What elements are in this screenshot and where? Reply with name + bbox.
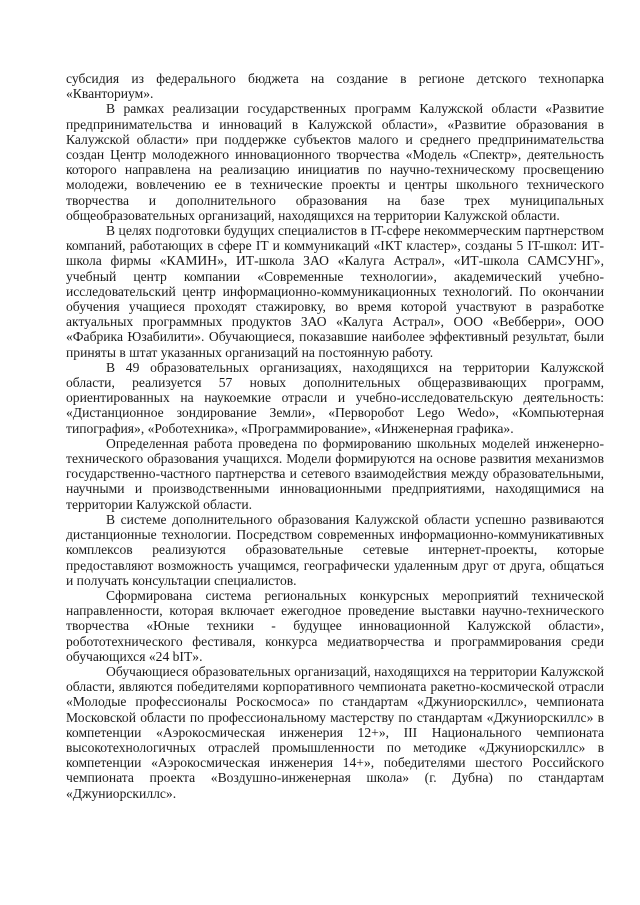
paragraph-engineering-models: Определенная работа проведена по формированию школьных моделей инженерно-технического образования учащихся. Модели формируются на основе развития механизмов государственно-частного партнерства и сетевого взаимодействия между образовательными, научными и производственными инновационными предприятиями, находящимися на территории Калужской области. xyxy=(66,435,604,512)
paragraph-it-schools: В целях подготовки будущих специалистов в IT-сфере некоммерческим партнерством компаний, работающих в сфере IT и коммуникаций «IКТ кластер», созданы 5 IT-школ: ИТ-школа фирмы «КАМИН», ИТ-школа ЗАО «Калуга Астрал», «ИТ-школа САМСУНГ», учебный центр компании «Современные технологии», академический учебно-исследовательский центр информационно-коммуникационных технологий. По окончании обучения учащиеся проходят стажировку, во время которой участвуют в разработке актуальных программных продуктов ЗАО «Калуга Астрал», ООО «Вебберри», ООО «Фабрика Юзабилити». Обучающиеся, показавшие наиболее эффективный результат, были приняты в штат указанных организаций на постоянную работу. xyxy=(66,223,604,360)
paragraph-regional-contests: Сформирована система региональных конкурсных мероприятий технической направленности, которая включает ежегодное проведение выставки научно-технического творчества «Юные техники - будущее инновационной Калужской области», робототехнического фестиваля, конкурса медиатворчества и программирования среди обучающихся «24 bIT». xyxy=(66,587,604,664)
paragraph-championship-winners: Обучающиеся образовательных организаций, находящихся на территории Калужской области, являются победителями корпоративного чемпионата ракетно-космической отрасли «Молодые профессионалы Роскосмоса» по стандартам «Джуниорскиллс», чемпионата Московской области по профессиональному мастерству по стандартам «Джуниорскиллс» в компетенции «Аэрокосмическая инженерия 12+», III Национального чемпионата высокотехнологичных отраслей промышленности по методике «Джуниорскиллс» в компетенции «Аэрокосмическая инженерия 14+», победителями шестого Российского чемпионата проекта «Воздушно-инженерная школа» (г. Дубна) по стандартам «Джуниорскиллс». xyxy=(66,663,604,801)
paragraph-continuation: субсидия из федерального бюджета на создание в регионе детского технопарка «Кванториум». xyxy=(66,71,604,102)
paragraph-distance-technologies: В системе дополнительного образования Калужской области успешно развиваются дистанционные технологии. Посредством современных информационно-коммуникативных комплексов реализуются образовательные сетевые интернет-проекты, которые предоставляют возможность учащимся, географически удаленным друг от друга, общаться и получать консультации специалистов. xyxy=(66,511,604,588)
paragraph-spectrum-center: В рамках реализации государственных программ Калужской области «Развитие предпринимательства и инноваций в Калужской области», «Развитие образования в Калужской области» при поддержке субъектов малого и среднего предпринимательства создан Центр молодежного инновационного творчества «Модель «Спектр», деятельность которого направлена на реализацию инициатив по научно-техническому просвещению молодежи, вовлечению ее в технические проекты и центры школьного технического творчества и дополнительного образования на базе трех муниципальных общеобразовательных организаций, находящихся на территории Калужской области. xyxy=(66,101,604,223)
paragraph-additional-programs: В 49 образовательных организациях, находящихся на территории Калужской области, реализуется 57 новых дополнительных общеразвивающих программ, ориентированных на наукоемкие отрасли и учебно-исследовательскую деятельность: «Дистанционное зондирование Земли», «Перворобот Lego Wedo», «Компьютерная типография», «Роботехника», «Программирование», «Инженерная графика». xyxy=(66,359,604,436)
